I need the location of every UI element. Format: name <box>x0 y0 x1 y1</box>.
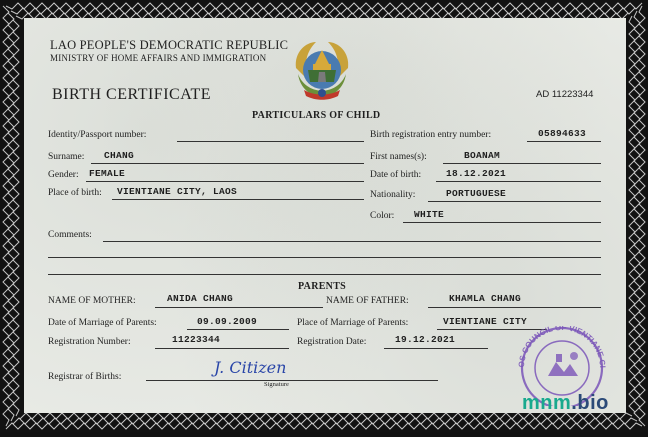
watermark <box>522 392 609 415</box>
entry-value: 05894633 <box>538 128 587 139</box>
nationality-line <box>428 201 601 202</box>
lao-emblem-icon <box>286 34 358 106</box>
entry-line <box>527 141 601 142</box>
registration-number-label: Registration Number: <box>48 337 131 347</box>
mother-label: NAME OF MOTHER: <box>48 296 136 306</box>
dob-line <box>436 181 601 182</box>
pob-label: Place of birth: <box>48 188 102 198</box>
registrar-label: Registrar of Births: <box>48 372 122 382</box>
mother-line <box>155 307 323 308</box>
ministry-name: MINISTRY OF HOME AFFAIRS AND IMMIGRATION <box>50 53 267 63</box>
first-name-line <box>443 163 601 164</box>
color-line <box>403 222 601 223</box>
comments-line-2 <box>48 257 601 258</box>
watermark-part-1: mnm <box>522 392 572 414</box>
dob-label: Date of birth: <box>370 170 422 180</box>
country-name: LAO PEOPLE'S DEMOCRATIC REPUBLIC <box>50 38 289 52</box>
marriage-place-value: VIENTIANE CITY <box>443 316 528 327</box>
color-value: WHITE <box>414 209 445 220</box>
gender-line <box>86 181 364 182</box>
nationality-label: Nationality: <box>370 190 416 200</box>
id-line <box>177 141 364 142</box>
certificate-title: BIRTH CERTIFICATE <box>52 86 212 103</box>
comments-line-1 <box>103 241 601 242</box>
signature-caption: Signature <box>264 381 289 388</box>
color-label: Color: <box>370 211 395 221</box>
section-title-child: PARTICULARS OF CHILD <box>252 110 381 121</box>
surname-value: CHANG <box>104 150 135 161</box>
marriage-place-label: Place of Marriage of Parents: <box>297 318 409 328</box>
id-label: Identity/Passport number: <box>48 130 147 140</box>
serial-number: AD 11223344 <box>536 89 594 100</box>
registration-date-line <box>384 348 488 349</box>
mother-value: ANIDA CHANG <box>167 293 234 304</box>
registration-number-value: 11223344 <box>172 334 221 345</box>
first-name-value: BOANAM <box>464 150 501 161</box>
dob-value: 18.12.2021 <box>446 168 507 179</box>
first-name-label: First names(s): <box>370 152 427 162</box>
pob-line <box>112 199 364 200</box>
father-value: KHAMLA CHANG <box>449 293 522 304</box>
father-line <box>428 307 601 308</box>
gender-label: Gender: <box>48 170 79 180</box>
pob-value: VIENTIANE CITY, LAOS <box>117 186 238 197</box>
watermark-part-2: .bio <box>571 392 609 414</box>
father-label: NAME OF FATHER: <box>326 296 409 306</box>
marriage-date-line <box>187 329 289 330</box>
surname-label: Surname: <box>48 152 85 162</box>
registrar-line <box>146 380 438 381</box>
marriage-date-value: 09.09.2009 <box>197 316 258 327</box>
gender-value: FEMALE <box>89 168 126 179</box>
registration-date-value: 19.12.2021 <box>395 334 456 345</box>
registrar-signature: J. Citizen <box>214 358 287 377</box>
section-title-parents: PARENTS <box>298 281 347 292</box>
surname-line <box>91 163 364 164</box>
comments-line-3 <box>48 274 601 275</box>
registration-date-label: Registration Date: <box>297 337 367 347</box>
entry-label: Birth registration entry number: <box>370 130 492 140</box>
marriage-date-label: Date of Marriage of Parents: <box>48 318 157 328</box>
registration-number-line <box>155 348 289 349</box>
comments-label: Comments: <box>48 230 92 240</box>
stamp-text: OS COUNCIL OF VIENTIANE CI <box>516 326 608 369</box>
nationality-value: PORTUGUESE <box>446 188 507 199</box>
